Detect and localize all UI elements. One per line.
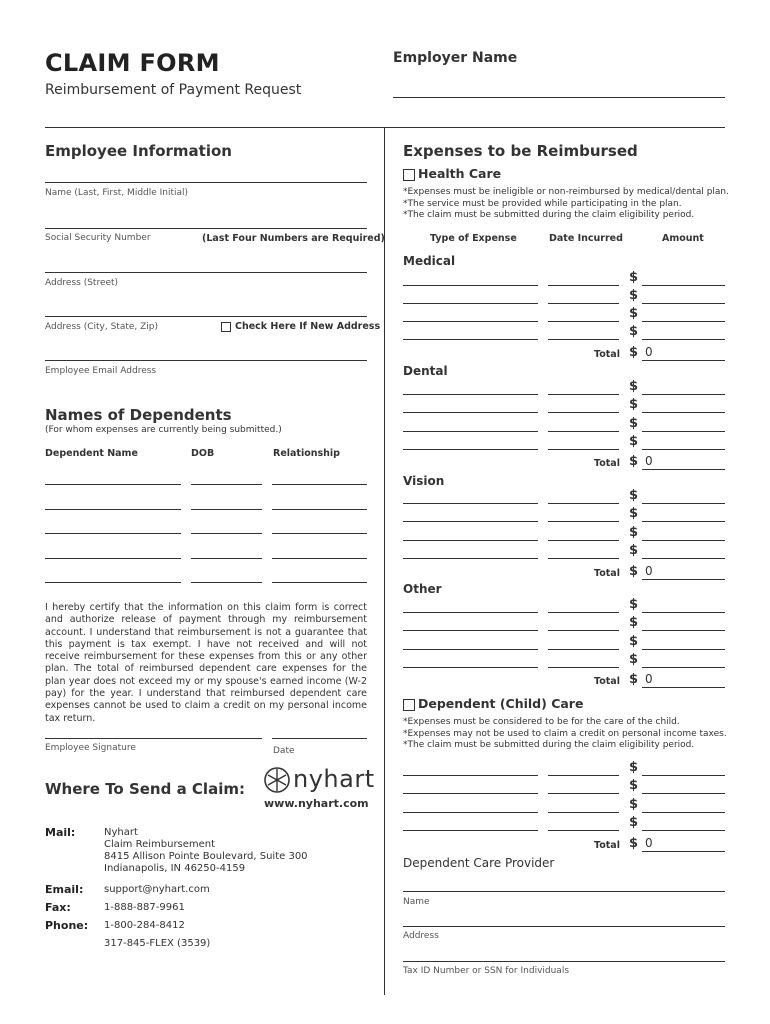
dollar-sign: $	[629, 652, 639, 667]
website-link[interactable]: www.nyhart.com	[264, 797, 369, 810]
dependent-dob-field[interactable]	[191, 484, 262, 485]
total-value: 0	[645, 454, 653, 468]
expense-date-field[interactable]	[548, 830, 619, 831]
expense-amount-field[interactable]	[642, 431, 725, 432]
name-label: Name (Last, First, Middle Initial)	[45, 188, 189, 198]
nyhart-logo-icon	[263, 766, 291, 794]
dollar-sign: $	[629, 324, 639, 339]
expense-date-field[interactable]	[548, 649, 619, 650]
phone-value: 1-800-284-8412	[104, 920, 185, 931]
total-label: Total	[594, 676, 620, 687]
expense-amount-field[interactable]	[642, 412, 725, 413]
expense-amount-field[interactable]	[642, 321, 725, 322]
expense-amount-field[interactable]	[642, 449, 725, 450]
total-amount-field[interactable]	[642, 360, 725, 361]
dollar-sign: $	[629, 454, 639, 469]
email-field[interactable]	[45, 360, 367, 361]
nyhart-logo	[263, 766, 291, 798]
mail-line: 8415 Allison Pointe Boulevard, Suite 300	[104, 851, 308, 862]
dependent-notes	[403, 717, 727, 752]
health-notes	[403, 187, 729, 222]
dollar-sign: $	[629, 836, 639, 851]
health-care-checkbox-row[interactable]	[403, 166, 501, 181]
new-address-checkbox-row[interactable]	[221, 321, 380, 332]
provider-tax-label: Tax ID Number or SSN for Individuals	[403, 966, 570, 976]
health-care-checkbox[interactable]	[403, 169, 415, 181]
expense-type-field[interactable]	[403, 339, 538, 340]
signature-label: Employee Signature	[45, 743, 136, 753]
total-label: Total	[594, 840, 620, 851]
dollar-sign: $	[629, 597, 639, 612]
total-amount-field[interactable]	[642, 579, 725, 580]
provider-name-label: Name	[403, 897, 430, 907]
mail-address	[104, 827, 308, 875]
expense-amount-field[interactable]	[642, 630, 725, 631]
expense-type-field[interactable]	[403, 412, 538, 413]
expense-date-field[interactable]	[548, 630, 619, 631]
expense-type-field[interactable]	[403, 321, 538, 322]
expense-amount-field[interactable]	[642, 503, 725, 504]
phone-value-2: 317-845-FLEX (3539)	[104, 938, 211, 949]
expense-type-field[interactable]	[403, 303, 538, 304]
expense-amount-field[interactable]	[642, 612, 725, 613]
expense-category-name: Vision	[403, 474, 445, 488]
logo-text: nyhart	[293, 765, 375, 793]
city-field[interactable]	[45, 316, 367, 317]
dollar-sign: $	[629, 564, 639, 579]
expense-date-field[interactable]	[548, 612, 619, 613]
mail-line: Indianapolis, IN 46250-4159	[104, 863, 246, 874]
employer-name-label: Employer Name	[393, 50, 518, 66]
expense-date-field[interactable]	[548, 449, 619, 450]
dollar-sign: $	[629, 797, 639, 812]
dependent-name-field[interactable]	[45, 484, 181, 485]
phone-label: Phone:	[45, 919, 89, 932]
col-relationship: Relationship	[273, 448, 340, 459]
dollar-sign: $	[629, 397, 639, 412]
expense-type-field[interactable]	[403, 540, 538, 541]
dependent-name-field[interactable]	[45, 533, 181, 534]
expense-date-field[interactable]	[548, 339, 619, 340]
expense-type-field[interactable]	[403, 793, 538, 794]
ssn-field[interactable]	[45, 228, 367, 229]
expense-amount-field[interactable]	[642, 540, 725, 541]
expense-date-field[interactable]	[548, 431, 619, 432]
dollar-sign: $	[629, 345, 639, 360]
total-label: Total	[594, 568, 620, 579]
expense-type-field[interactable]	[403, 667, 538, 668]
total-value: 0	[645, 345, 653, 359]
name-field[interactable]	[45, 182, 367, 183]
dependent-relationship-field[interactable]	[272, 533, 367, 534]
provider-address-label: Address	[403, 931, 439, 941]
expense-type-field[interactable]	[403, 558, 538, 559]
health-note: *Expenses must be ineligible or non-reimbursed by medical/dental plan.	[403, 187, 729, 197]
ssn-note: (Last Four Numbers are Required)	[202, 233, 385, 244]
dependents-heading: Names of Dependents	[45, 406, 232, 424]
new-address-checkbox[interactable]	[221, 322, 231, 332]
expense-amount-field[interactable]	[642, 521, 725, 522]
dollar-sign: $	[629, 615, 639, 630]
expense-type-field[interactable]	[403, 449, 538, 450]
expense-amount-field[interactable]	[642, 303, 725, 304]
dependent-dob-field[interactable]	[191, 582, 262, 583]
mail-label: Mail:	[45, 826, 76, 839]
dependent-note: *The claim must be submitted during the claim eligibility period.	[403, 740, 695, 750]
fax-label: Fax:	[45, 901, 71, 914]
health-note: *The service must be provided while participating in the plan.	[403, 198, 682, 209]
dollar-sign: $	[629, 434, 639, 449]
expense-amount-field[interactable]	[642, 558, 725, 559]
col-date-incurred: Date Incurred	[549, 233, 623, 244]
dollar-sign: $	[629, 525, 639, 540]
expense-type-field[interactable]	[403, 830, 538, 831]
dollar-sign: $	[629, 672, 639, 687]
col-dob: DOB	[191, 448, 215, 459]
expense-date-field[interactable]	[548, 812, 619, 813]
form-title: CLAIM FORM	[45, 49, 220, 77]
dollar-sign: $	[629, 634, 639, 649]
expense-date-field[interactable]	[548, 775, 619, 776]
expense-type-field[interactable]	[403, 649, 538, 650]
street-label: Address (Street)	[45, 278, 119, 288]
expense-amount-field[interactable]	[642, 775, 725, 776]
health-care-label: Health Care	[418, 166, 502, 181]
email-contact-value[interactable]: support@nyhart.com	[104, 884, 210, 895]
provider-address-field[interactable]	[403, 926, 725, 927]
certification-text: I hereby certify that the information on this claim form is correct and authorize release of payment through my reimbursement account. I understand that reimbursement is not a guarantee that this payment is tax exempt. I have not received and will not receive reimbursement for these expenses from this or any other plan. The total of reimbursed dependent care expenses for the plan year does not exceed my or my spouse's earned income (W-2 pay) for the year. I understand that reimbursed dependent care expenses cannot be used to claim a credit on my personal income tax return.	[45, 602, 367, 724]
expense-category-name: Other	[403, 582, 442, 596]
expense-amount-field[interactable]	[642, 667, 725, 668]
col-type-of-expense: Type of Expense	[430, 233, 517, 244]
expense-category-name: Dental	[403, 364, 448, 378]
new-address-label: Check Here If New Address	[235, 321, 381, 332]
expense-date-field[interactable]	[548, 285, 619, 286]
dependent-relationship-field[interactable]	[272, 509, 367, 510]
dollar-sign: $	[629, 379, 639, 394]
total-value: 0	[645, 672, 653, 686]
city-label: Address (City, State, Zip)	[45, 322, 159, 332]
date-field[interactable]	[272, 738, 367, 739]
dependent-relationship-field[interactable]	[272, 558, 367, 559]
dollar-sign: $	[629, 543, 639, 558]
dependent-dob-field[interactable]	[191, 533, 262, 534]
dependent-name-field[interactable]	[45, 582, 181, 583]
employer-name-field[interactable]	[393, 97, 725, 98]
dollar-sign: $	[629, 416, 639, 431]
signature-field[interactable]	[45, 738, 262, 739]
expenses-heading: Expenses to be Reimbursed	[403, 142, 638, 160]
dollar-sign: $	[629, 306, 639, 321]
expense-date-field[interactable]	[548, 521, 619, 522]
mail-line: Nyhart	[104, 827, 138, 838]
dollar-sign: $	[629, 778, 639, 793]
provider-heading: Dependent Care Provider	[403, 856, 555, 870]
dependent-note: *Expenses may not be used to claim a credit on personal income taxes.	[403, 728, 727, 739]
dollar-sign: $	[629, 270, 639, 285]
ssn-label: Social Security Number	[45, 233, 151, 243]
dollar-sign: $	[629, 760, 639, 775]
expense-date-field[interactable]	[548, 540, 619, 541]
dependent-care-checkbox-row[interactable]	[403, 696, 583, 711]
dependent-name-field[interactable]	[45, 509, 181, 510]
expense-type-field[interactable]	[403, 503, 538, 504]
dependent-name-field[interactable]	[45, 558, 181, 559]
expense-type-field[interactable]	[403, 431, 538, 432]
dollar-sign: $	[629, 288, 639, 303]
dependents-subheading: (For whom expenses are currently being submitted.)	[45, 425, 282, 435]
expense-amount-field[interactable]	[642, 339, 725, 340]
expense-amount-field[interactable]	[642, 285, 725, 286]
health-note: *The claim must be submitted during the claim eligibility period.	[403, 210, 695, 220]
total-label: Total	[594, 458, 620, 469]
provider-tax-field[interactable]	[403, 961, 725, 962]
expense-date-field[interactable]	[548, 394, 619, 395]
total-amount-field[interactable]	[642, 851, 725, 852]
total-amount-field[interactable]	[642, 469, 725, 470]
form-subtitle: Reimbursement of Payment Request	[45, 82, 302, 98]
expense-date-field[interactable]	[548, 412, 619, 413]
fax-value: 1-888-887-9961	[104, 902, 185, 913]
expense-type-field[interactable]	[403, 812, 538, 813]
mail-line: Claim Reimbursement	[104, 839, 216, 850]
email-label: Employee Email Address	[45, 366, 157, 376]
expense-date-field[interactable]	[548, 503, 619, 504]
expense-type-field[interactable]	[403, 394, 538, 395]
expense-date-field[interactable]	[548, 321, 619, 322]
total-amount-field[interactable]	[642, 687, 725, 688]
expense-type-field[interactable]	[403, 612, 538, 613]
dollar-sign: $	[629, 815, 639, 830]
expense-date-field[interactable]	[548, 667, 619, 668]
expense-amount-field[interactable]	[642, 793, 725, 794]
expense-date-field[interactable]	[548, 793, 619, 794]
expense-date-field[interactable]	[548, 558, 619, 559]
total-value: 0	[645, 836, 653, 850]
dollar-sign: $	[629, 506, 639, 521]
date-label: Date	[273, 746, 295, 756]
expense-amount-field[interactable]	[642, 394, 725, 395]
expense-type-field[interactable]	[403, 775, 538, 776]
provider-name-field[interactable]	[403, 891, 725, 892]
col-dependent-name: Dependent Name	[45, 448, 138, 459]
dependent-note: *Expenses must be considered to be for the care of the child.	[403, 717, 680, 727]
header-divider	[45, 127, 725, 128]
total-value: 0	[645, 564, 653, 578]
dependent-care-checkbox[interactable]	[403, 699, 415, 711]
expense-date-field[interactable]	[548, 303, 619, 304]
street-field[interactable]	[45, 272, 367, 273]
expense-type-field[interactable]	[403, 630, 538, 631]
email-contact-label: Email:	[45, 883, 84, 896]
dependent-care-label: Dependent (Child) Care	[418, 696, 584, 711]
dependent-relationship-field[interactable]	[272, 582, 367, 583]
expense-amount-field[interactable]	[642, 830, 725, 831]
dollar-sign: $	[629, 488, 639, 503]
expense-category-name: Medical	[403, 254, 456, 268]
expense-type-field[interactable]	[403, 285, 538, 286]
total-label: Total	[594, 349, 620, 360]
dependent-relationship-field[interactable]	[272, 484, 367, 485]
employee-info-heading: Employee Information	[45, 142, 232, 160]
column-divider	[384, 128, 385, 995]
send-heading: Where To Send a Claim:	[45, 780, 245, 798]
dependent-dob-field[interactable]	[191, 509, 262, 510]
col-amount: Amount	[662, 233, 704, 244]
dependent-dob-field[interactable]	[191, 558, 262, 559]
expense-amount-field[interactable]	[642, 649, 725, 650]
expense-type-field[interactable]	[403, 521, 538, 522]
expense-amount-field[interactable]	[642, 812, 725, 813]
